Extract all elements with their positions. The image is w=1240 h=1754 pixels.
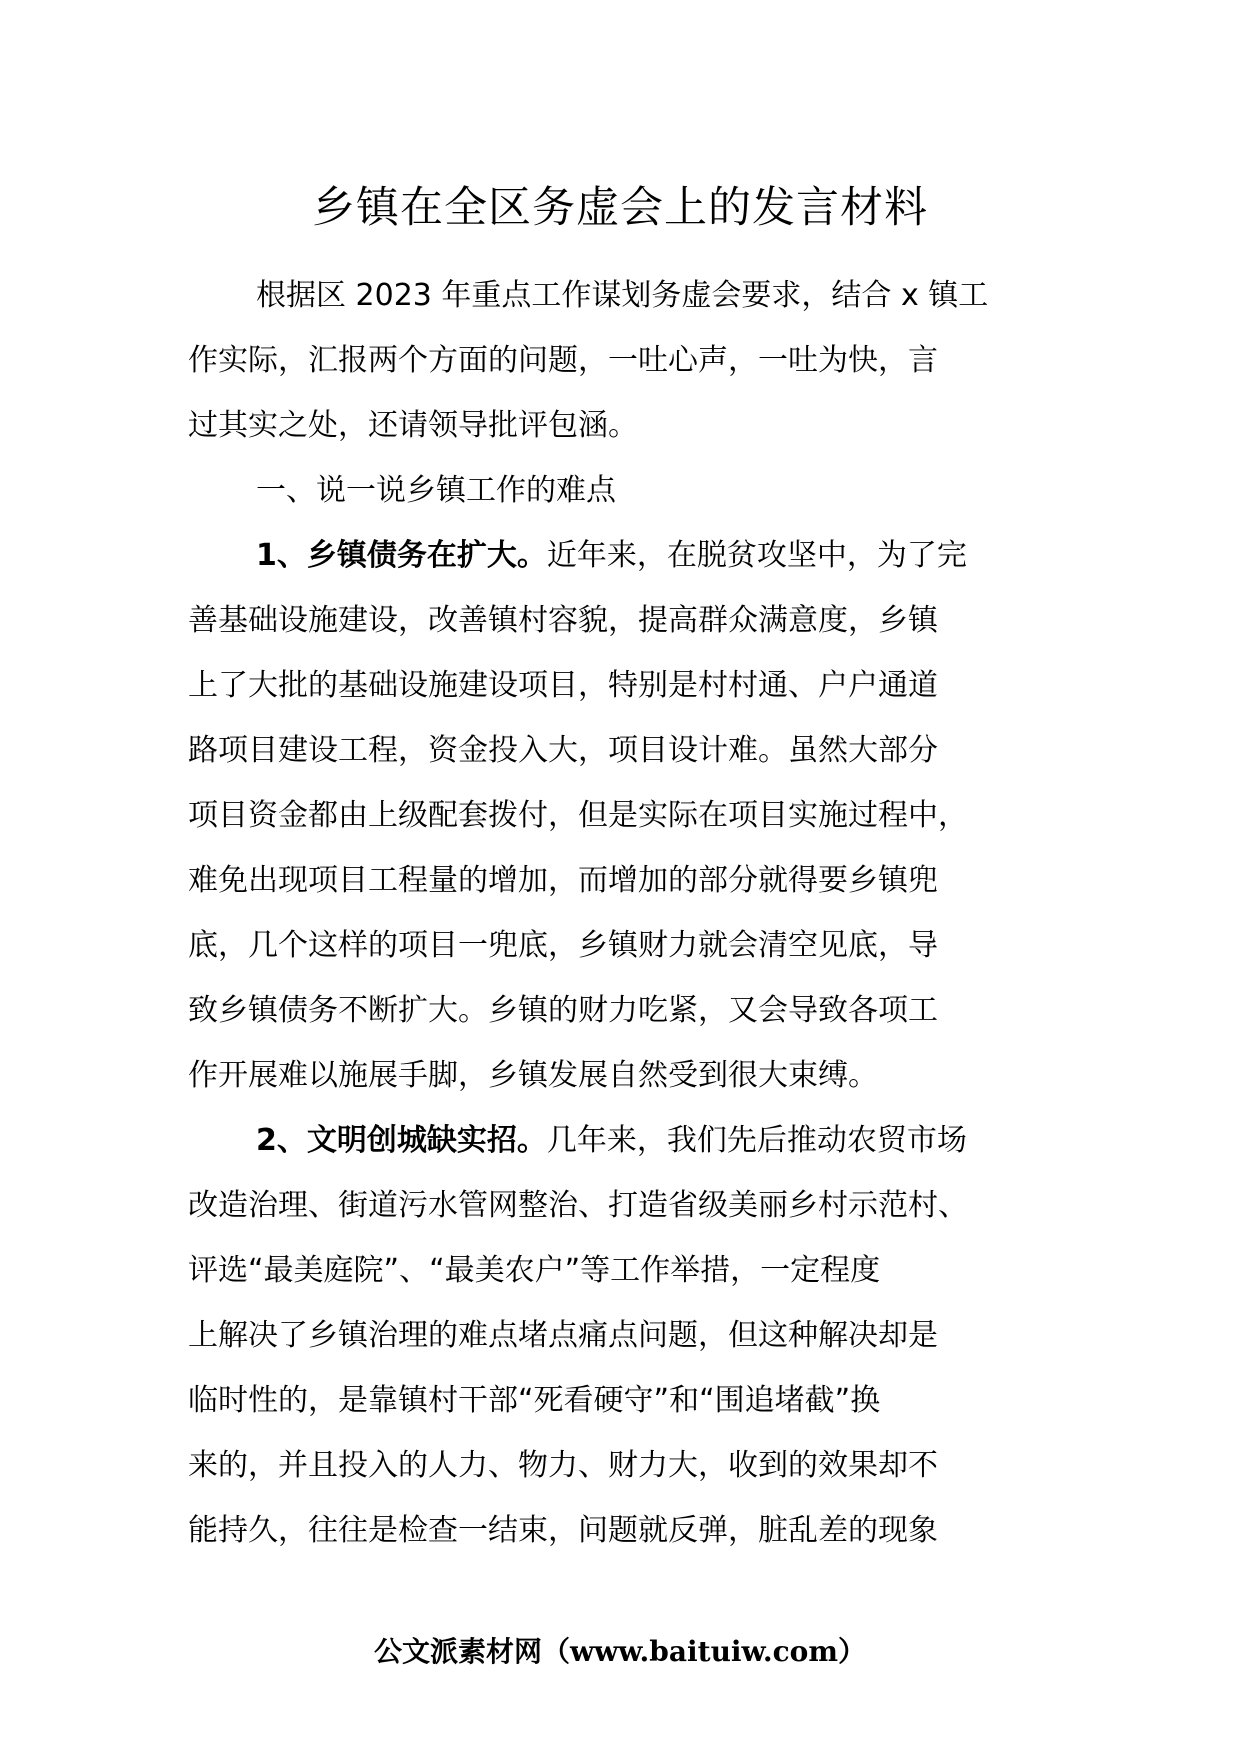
point-2-first-line — [188, 1108, 1068, 1173]
point-2-lead: 2、文明创城缺实招。 — [256, 1123, 547, 1158]
document-title: 乡镇在全区务虚会上的发言材料 — [312, 183, 928, 233]
point-1-line: 底，几个这样的项目一兜底，乡镇财力就会清空见底，导 — [188, 928, 938, 963]
point-2-line: 临时性的，是靠镇村干部“死看硬守”和“围追堵截”换 — [188, 1383, 881, 1418]
point-2-line: 上解决了乡镇治理的难点堵点痛点问题，但这种解决却是 — [188, 1318, 938, 1353]
point-1-line: 难免出现项目工程量的增加，而增加的部分就得要乡镇兜 — [188, 863, 938, 898]
point-2-line: 评选“最美庭院”、“最美农户”等工作举措，一定程度 — [188, 1253, 881, 1288]
point-2-line: 来的，并且投入的人力、物力、财力大，收到的效果却不 — [188, 1448, 938, 1483]
point-1-lead: 1、乡镇债务在扩大。 — [256, 538, 547, 573]
point-1-first-line — [188, 523, 1068, 588]
document-body — [188, 263, 1068, 1563]
point-1-line: 作开展难以施展手脚，乡镇发展自然受到很大束缚。 — [188, 1058, 878, 1093]
intro-line: 根据区 2023 年重点工作谋划务虚会要求，结合 x 镇工 — [256, 278, 989, 313]
point-2-line: 改造治理、街道污水管网整治、打造省级美丽乡村示范村、 — [188, 1188, 968, 1223]
footer-watermark: 公文派素材网（www.baituiw.com） — [374, 1635, 866, 1668]
point-2-first-line-text: 几年来，我们先后推动农贸市场 — [546, 1123, 967, 1158]
point-1-first-line-text: 近年来，在脱贫攻坚中，为了完 — [546, 538, 967, 573]
point-1-line: 善基础设施建设，改善镇村容貌，提高群众满意度，乡镇 — [188, 603, 938, 638]
point-1-line: 项目资金都由上级配套拨付，但是实际在项目实施过程中， — [188, 798, 968, 833]
point-1-line: 上了大批的基础设施建设项目，特别是村村通、户户通道 — [188, 668, 938, 703]
point-1-line: 路项目建设工程，资金投入大，项目设计难。虽然大部分 — [188, 733, 938, 768]
point-2-line: 能持久，往往是检查一结束，问题就反弹，脏乱差的现象 — [188, 1513, 938, 1548]
intro-line: 过其实之处，还请领导批评包涵。 — [188, 408, 638, 443]
section-heading: 一、说一说乡镇工作的难点 — [256, 473, 616, 508]
point-1-line: 致乡镇债务不断扩大。乡镇的财力吃紧，又会导致各项工 — [188, 993, 938, 1028]
intro-line: 作实际，汇报两个方面的问题，一吐心声，一吐为快，言 — [188, 343, 938, 378]
